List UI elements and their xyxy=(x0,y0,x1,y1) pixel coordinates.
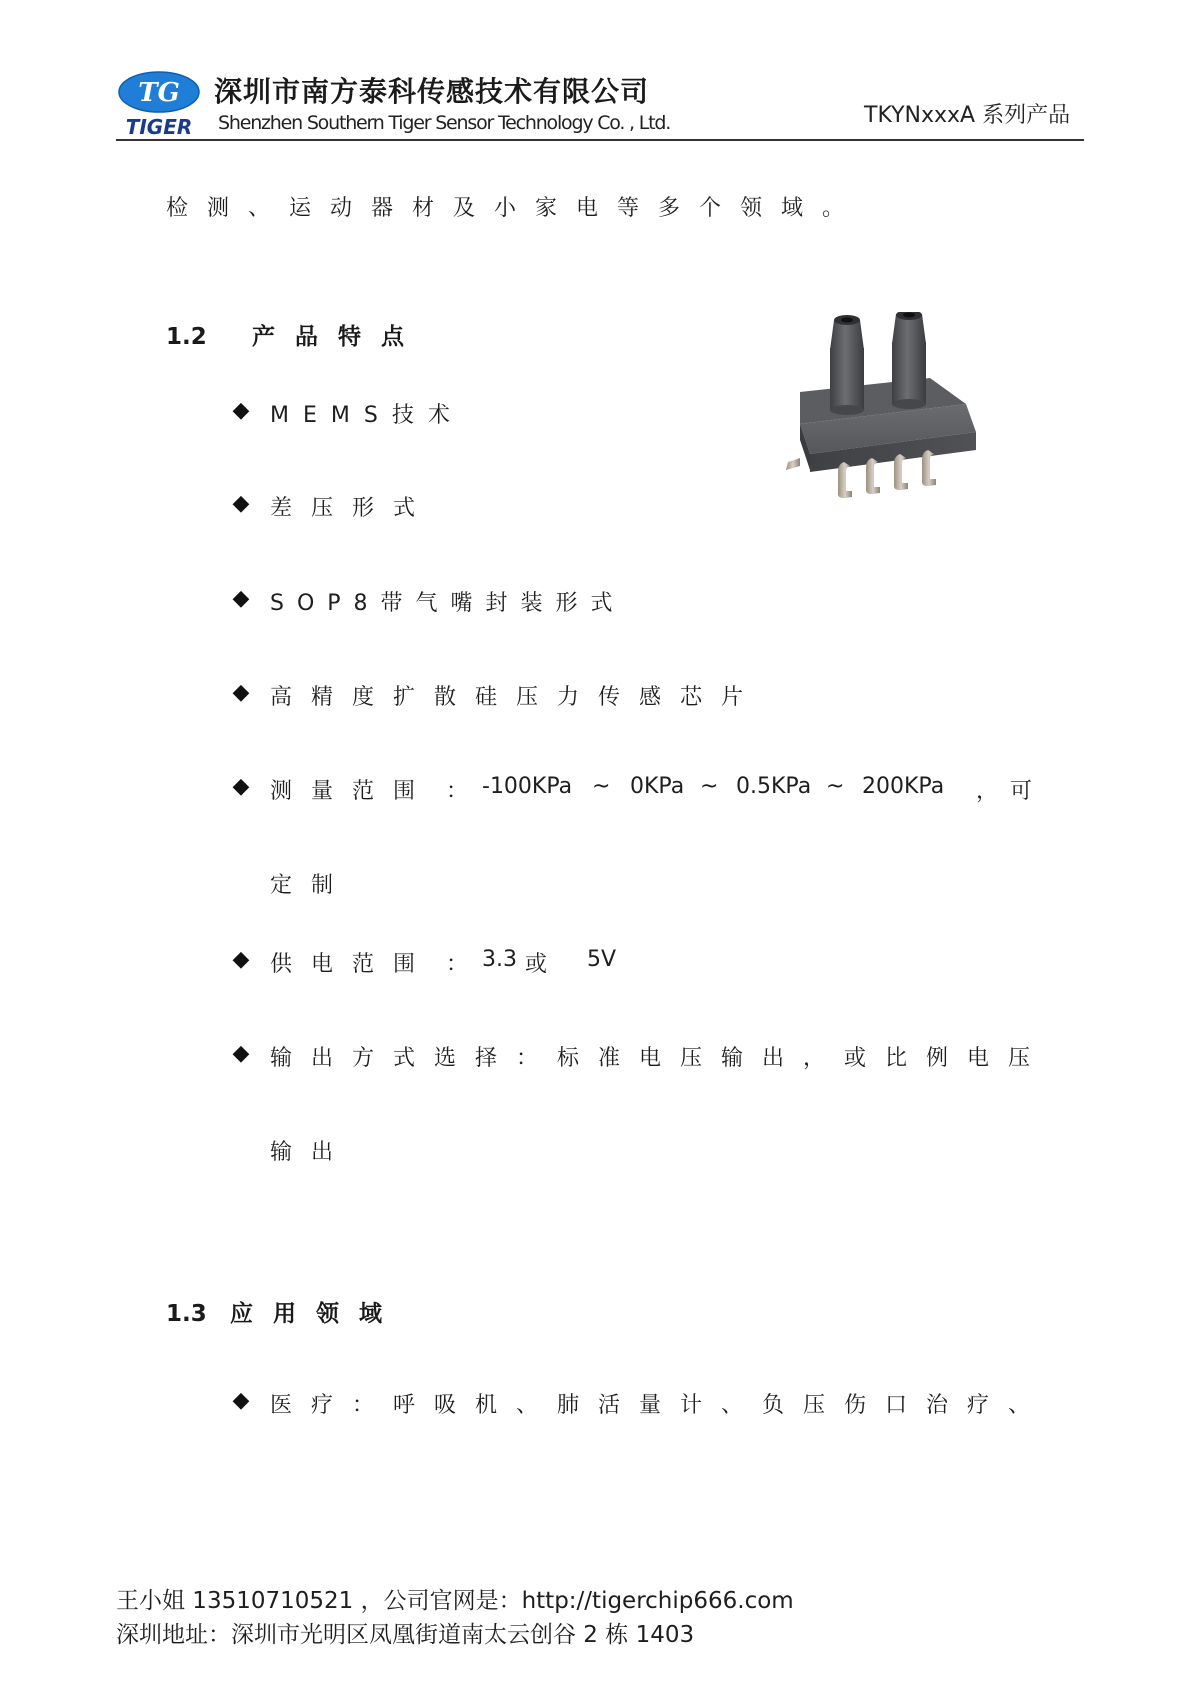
logo-text: TIGER xyxy=(125,115,193,139)
section-heading-1-2 xyxy=(166,318,424,351)
output-line-continuation: 输出 xyxy=(270,1140,353,1165)
supply-value-b: 5V xyxy=(587,947,617,972)
bullet-icon: ◆ xyxy=(232,947,250,972)
company-logo xyxy=(118,68,200,140)
section-title: 产品特点 xyxy=(252,324,424,350)
application-item: 医疗：呼吸机、肺活量计、负压伤口治疗、 xyxy=(270,1393,1050,1418)
header-divider xyxy=(116,139,1084,141)
range-tail: 可 xyxy=(1010,779,1033,804)
section-title: 应用领域 xyxy=(230,1301,402,1327)
range-max: 200KPa xyxy=(862,774,945,799)
output-line: 输出方式选择：标准电压输出，或比例电压 xyxy=(270,1046,1050,1071)
supply-colon: ： xyxy=(446,952,469,977)
bullet-icon: ◆ xyxy=(232,774,250,799)
range-low: 0.5KPa xyxy=(736,774,812,799)
feature-item: 高精度扩散硅压力传感芯片 xyxy=(270,685,763,710)
continuation-text: 检测、运动器材及小家电等多个领域。 xyxy=(166,196,864,221)
product-series: TKYNxxxA 系列产品 xyxy=(864,103,1071,128)
range-min: -100KPa xyxy=(482,774,573,799)
bullet-icon: ◆ xyxy=(232,491,250,516)
range-colon: ： xyxy=(446,779,469,804)
bullet-icon: ◆ xyxy=(232,398,250,423)
section-heading-1-3 xyxy=(166,1295,402,1328)
range-tilde: ~ xyxy=(826,774,845,799)
bullet-icon: ◆ xyxy=(232,1388,250,1413)
feature-item: SOP8带气嘴封装形式 xyxy=(270,591,626,616)
range-label: 测量范围 xyxy=(270,779,435,804)
section-number: 1.3 xyxy=(166,1301,207,1327)
bullet-icon: ◆ xyxy=(232,680,250,705)
sensor-product-image xyxy=(780,312,1008,504)
section-number: 1.2 xyxy=(166,324,207,350)
company-name-en: Shenzhen Southern Tiger Sensor Technology Co. , Ltd. xyxy=(218,112,671,134)
feature-item: MEMS技术 xyxy=(270,403,464,428)
supply-or: 或 xyxy=(525,952,548,977)
range-zero: 0KPa xyxy=(630,774,685,799)
bullet-icon: ◆ xyxy=(232,1041,250,1066)
range-comma: ， xyxy=(976,779,999,804)
logo-initials: TG xyxy=(138,78,180,108)
feature-item: 差压形式 xyxy=(270,496,435,521)
company-name-cn: 深圳市南方泰科传感技术有限公司 xyxy=(214,75,650,108)
supply-label: 供电范围 xyxy=(270,952,435,977)
range-continuation: 定制 xyxy=(270,873,353,898)
footer-address: 深圳地址：深圳市光明区凤凰街道南太云创谷 2 栋 1403 xyxy=(116,1622,695,1648)
bullet-icon: ◆ xyxy=(232,586,250,611)
footer-contact: 王小姐 13510710521 ，公司官网是：http://tigerchip666.com xyxy=(116,1588,794,1614)
supply-value-a: 3.3 xyxy=(482,947,517,972)
range-tilde: ~ xyxy=(700,774,719,799)
range-tilde: ~ xyxy=(592,774,611,799)
